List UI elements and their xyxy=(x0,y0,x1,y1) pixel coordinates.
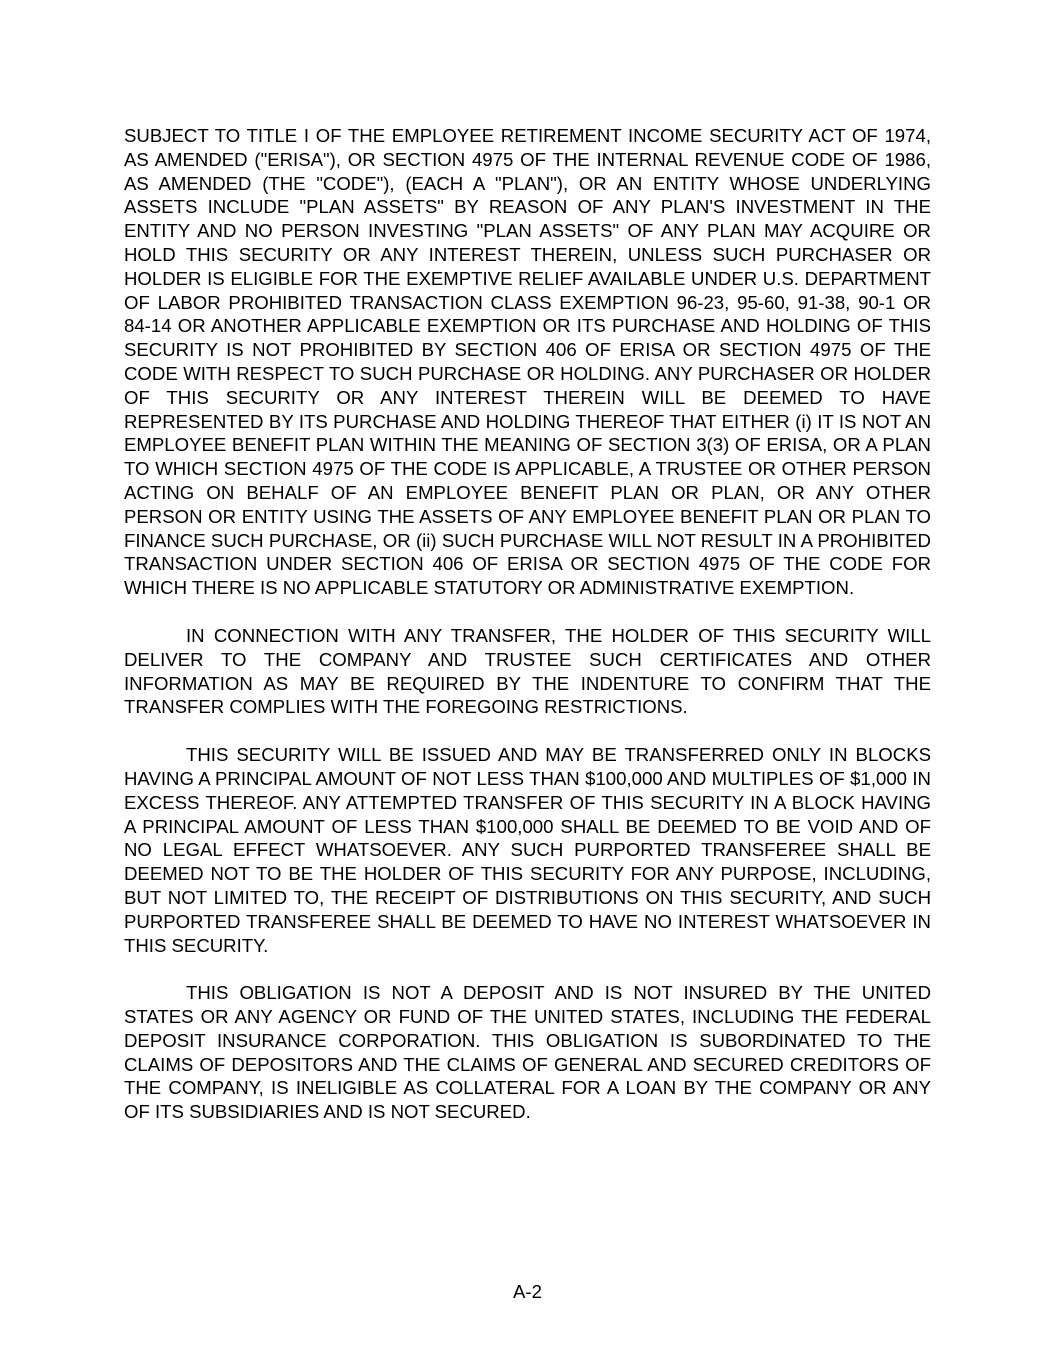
paragraph-transfer-certificates: IN CONNECTION WITH ANY TRANSFER, THE HOLDER OF THIS SECURITY WILL DELIVER TO THE COMPANY AND TRUSTEE SUCH CERTIFICATES AND OTHER INFORMATION AS MAY BE REQUIRED BY THE INDENTURE TO CONFIRM THAT THE TRANSFER COMPLIES WITH THE FOREGOING RESTRICTIONS. xyxy=(124,624,931,718)
paragraph-minimum-block-transfer: THIS SECURITY WILL BE ISSUED AND MAY BE TRANSFERRED ONLY IN BLOCKS HAVING A PRINCIPAL AMOUNT OF NOT LESS THAN $100,000 AND MULTIPLES OF $1,000 IN EXCESS THEREOF. ANY ATTEMPTED TRANSFER OF THIS SECURITY IN A BLOCK HAVING A PRINCIPAL AMOUNT OF LESS THAN $100,000 SHALL BE DEEMED TO BE VOID AND OF NO LEGAL EFFECT WHATSOEVER. ANY SUCH PURPORTED TRANSFEREE SHALL BE DEEMED NOT TO BE THE HOLDER OF THIS SECURITY FOR ANY PURPOSE, INCLUDING, BUT NOT LIMITED TO, THE RECEIPT OF DISTRIBUTIONS ON THIS SECURITY, AND SUCH PURPORTED TRANSFEREE SHALL BE DEEMED TO HAVE NO INTEREST WHATSOEVER IN THIS SECURITY. xyxy=(124,744,931,956)
document-body xyxy=(124,124,931,1148)
paragraph-not-a-deposit: THIS OBLIGATION IS NOT A DEPOSIT AND IS NOT INSURED BY THE UNITED STATES OR ANY AGENCY OR FUND OF THE UNITED STATES, INCLUDING THE FEDERAL DEPOSIT INSURANCE CORPORATION. THIS OBLIGATION IS SUBORDINATED TO THE CLAIMS OF DEPOSITORS AND THE CLAIMS OF GENERAL AND SECURED CREDITORS OF THE COMPANY, IS INELIGIBLE AS COLLATERAL FOR A LOAN BY THE COMPANY OR ANY OF ITS SUBSIDIARIES AND IS NOT SECURED. xyxy=(124,982,931,1123)
paragraph-erisa-restrictions: SUBJECT TO TITLE I OF THE EMPLOYEE RETIREMENT INCOME SECURITY ACT OF 1974, AS AMENDED ("ERISA"), OR SECTION 4975 OF THE INTERNAL REVENUE CODE OF 1986, AS AMENDED (THE "CODE"), (EACH A "PLAN"), OR AN ENTITY WHOSE UNDERLYING ASSETS INCLUDE "PLAN ASSETS" BY REASON OF ANY PLAN'S INVESTMENT IN THE ENTITY AND NO PERSON INVESTING "PLAN ASSETS" OF ANY PLAN MAY ACQUIRE OR HOLD THIS SECURITY OR ANY INTEREST THEREIN, UNLESS SUCH PURCHASER OR HOLDER IS ELIGIBLE FOR THE EXEMPTIVE RELIEF AVAILABLE UNDER U.S. DEPARTMENT OF LABOR PROHIBITED TRANSACTION CLASS EXEMPTION 96-23, 95-60, 91-38, 90-1 OR 84-14 OR ANOTHER APPLICABLE EXEMPTION OR ITS PURCHASE AND HOLDING OF THIS SECURITY IS NOT PROHIBITED BY SECTION 406 OF ERISA OR SECTION 4975 OF THE CODE WITH RESPECT TO SUCH PURCHASE OR HOLDING. ANY PURCHASER OR HOLDER OF THIS SECURITY OR ANY INTEREST THEREIN WILL BE DEEMED TO HAVE REPRESENTED BY ITS PURCHASE AND HOLDING THEREOF THAT EITHER (i) IT IS NOT AN EMPLOYEE BENEFIT PLAN WITHIN THE MEANING OF SECTION 3(3) OF ERISA, OR A PLAN TO WHICH SECTION 4975 OF THE CODE IS APPLICABLE, A TRUSTEE OR OTHER PERSON ACTING ON BEHALF OF AN EMPLOYEE BENEFIT PLAN OR PLAN, OR ANY OTHER PERSON OR ENTITY USING THE ASSETS OF ANY EMPLOYEE BENEFIT PLAN OR PLAN TO FINANCE SUCH PURCHASE, OR (ii) SUCH PURCHASE WILL NOT RESULT IN A PROHIBITED TRANSACTION UNDER SECTION 406 OF ERISA OR SECTION 4975 OF THE CODE FOR WHICH THERE IS NO APPLICABLE STATUTORY OR ADMINISTRATIVE EXEMPTION. xyxy=(124,125,931,599)
page-number: A-2 xyxy=(513,1281,542,1302)
